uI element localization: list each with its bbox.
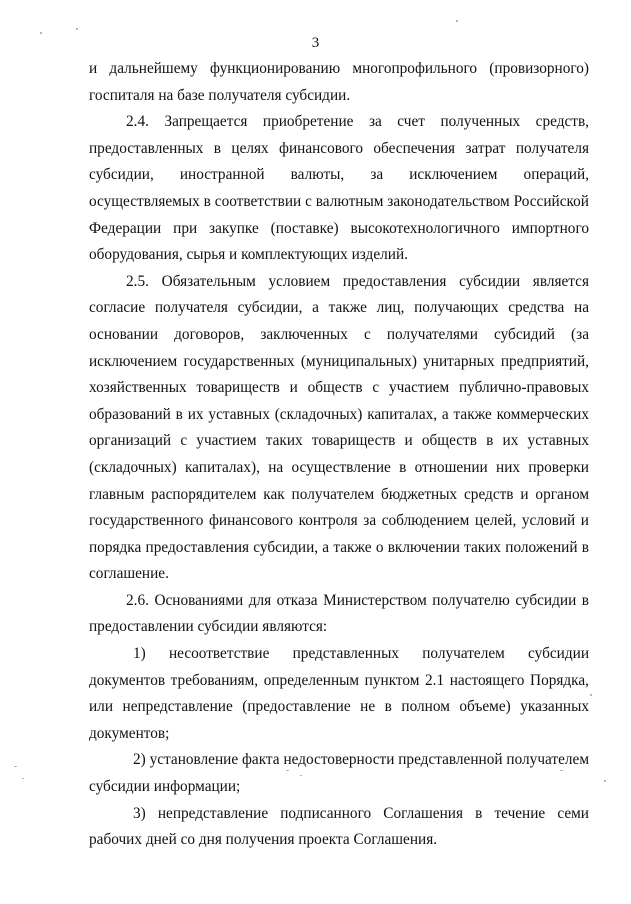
scan-speck [590, 694, 592, 696]
scan-speck [604, 780, 606, 782]
scan-speck [14, 766, 17, 767]
list-item-1: 1) несоответствие представленных получателем субсидии документов требованиям, определенным пунктом 2.1 настоящего Порядка, или непредставление (предоставление не в полном объеме) указанных документов; [89, 645, 589, 742]
paragraph-2-5: 2.5. Обязательным условием предоставления субсидии является согласие получателя субсидии, а также лиц, получающих средства на основании договоров, заключенных с получателями субсидий (за исключением государственных (муниципальных) унитарных предприятий, хозяйственных товариществ и обществ с участием публично-правовых образований в их уставных (складочных) капиталах, а также коммерческих организаций с участием таких товариществ и обществ в их уставных (складочных) капиталах), на осуществление в отношении них проверки главным распорядителем как получателем бюджетных средств и органом государственного финансового контроля за соблюдением целей, условий и порядка предоставления субсидии, а также о включении таких положений в соглашение. [89, 272, 589, 583]
list-item-3: 3) непредставление подписанного Соглашения в течение семи рабочих дней со дня получения проекта Соглашения. [89, 804, 589, 849]
scan-speck [22, 778, 24, 779]
scan-speck [456, 20, 458, 22]
page-number: 3 [311, 35, 320, 51]
scan-speck [76, 28, 78, 30]
scan-speck [286, 770, 289, 771]
scan-speck [560, 770, 563, 771]
paragraph-2-4: 2.4. Запрещается приобретение за счет полученных средств, предоставленных в целях финансового обеспечения затрат получателя субсидии, иностранной валюты, за исключением операций, осуществляемых в соответствии с валютным законодательством Российской Федерации при закупке (поставке) высокотехнологичного импортного оборудования, сырья и комплектующих изделий. [89, 113, 589, 264]
paragraph-2-6: 2.6. Основаниями для отказа Министерством получателю субсидии в предоставлении субсидии являются: [89, 591, 589, 636]
scan-speck [40, 32, 42, 34]
list-item-2: 2) установление факта недостоверности представленной получателем субсидии информации; [89, 751, 589, 796]
scan-speck [300, 775, 302, 776]
paragraph-continuation: и дальнейшему функционированию многопрофильного (провизорного) госпиталя на базе получателя субсидии. [89, 60, 589, 104]
document-body [89, 56, 589, 854]
